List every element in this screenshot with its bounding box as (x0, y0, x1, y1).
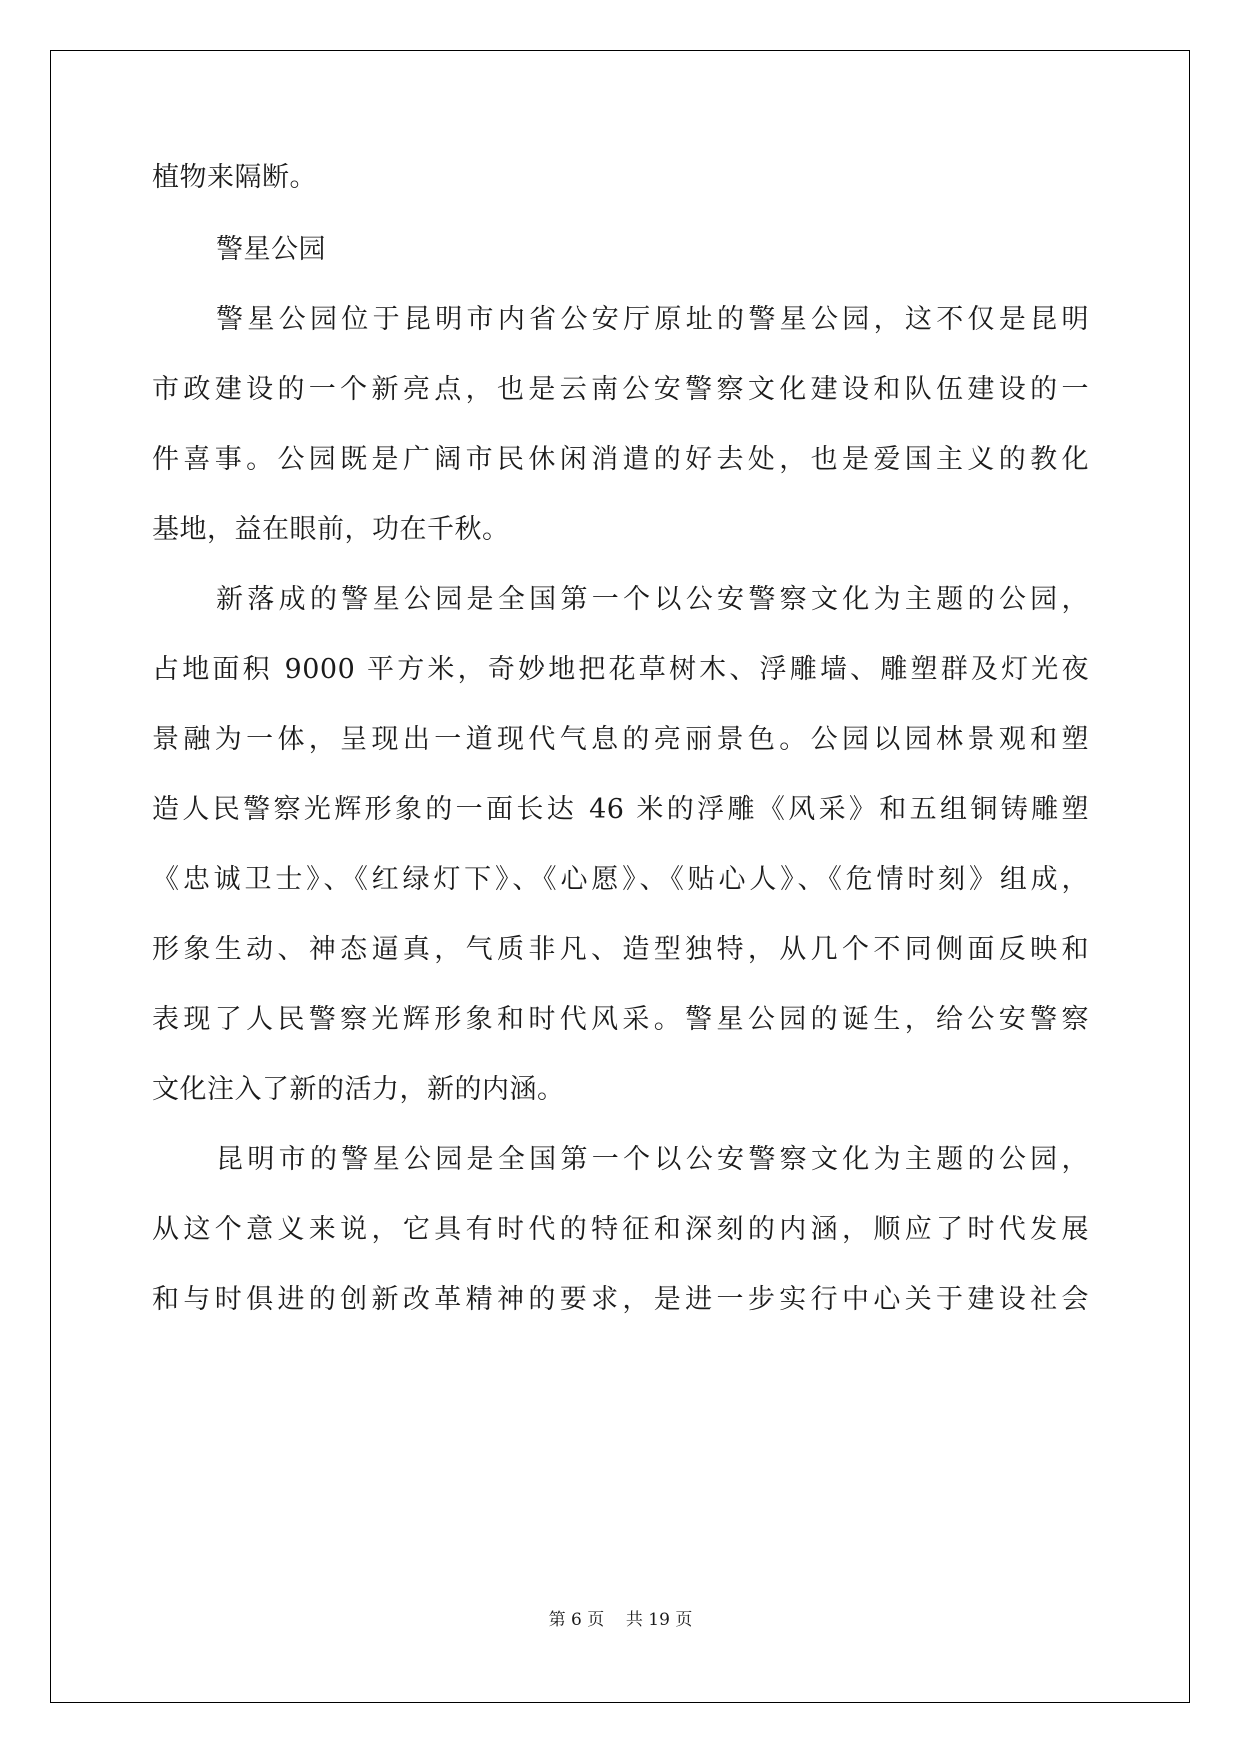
page-number: 第 6 页 (548, 1610, 605, 1630)
page-total: 共 19 页 (625, 1610, 693, 1630)
paragraph-line: 植物来隔断。 (152, 162, 317, 193)
paragraph-line: 文化注入了新的活力，新的内涵。 (152, 1074, 565, 1105)
page-footer (0, 1609, 1241, 1631)
paragraph-line: 表现了人民警察光辉形象和时代风采。警星公园的诞生，给公安警察 (152, 1004, 1089, 1035)
paragraph-line: 昆明市的警星公园是全国第一个以公安警察文化为主题的公园， (216, 1144, 1089, 1175)
paragraph-line: 市政建设的一个新亮点，也是云南公安警察文化建设和队伍建设的一 (152, 374, 1089, 405)
paragraph-line: 《忠诚卫士》、《红绿灯下》、《心愿》、《贴心人》、《危情时刻》组成， (152, 864, 1089, 895)
paragraph-line: 景融为一体，呈现出一道现代气息的亮丽景色。公园以园林景观和塑 (152, 724, 1089, 755)
paragraph-line: 基地，益在眼前，功在千秋。 (152, 514, 510, 545)
paragraph-line: 和与时俱进的创新改革精神的要求，是进一步实行中心关于建设社会 (152, 1284, 1089, 1315)
paragraph-line: 占地面积 9000 平方米，奇妙地把花草树木、浮雕墙、雕塑群及灯光夜 (152, 654, 1089, 685)
paragraph-line: 从这个意义来说，它具有时代的特征和深刻的内涵，顺应了时代发展 (152, 1214, 1089, 1245)
paragraph-line: 件喜事。公园既是广阔市民休闲消遣的好去处，也是爱国主义的教化 (152, 444, 1089, 475)
paragraph-line: 造人民警察光辉形象的一面长达 46 米的浮雕《风采》和五组铜铸雕塑 (152, 794, 1089, 825)
section-heading: 警星公园 (216, 234, 326, 265)
paragraph-line: 警星公园位于昆明市内省公安厅原址的警星公园，这不仅是昆明 (216, 304, 1089, 335)
paragraph-line: 形象生动、神态逼真，气质非凡、造型独特，从几个不同侧面反映和 (152, 934, 1089, 965)
paragraph-line: 新落成的警星公园是全国第一个以公安警察文化为主题的公园， (216, 584, 1089, 615)
